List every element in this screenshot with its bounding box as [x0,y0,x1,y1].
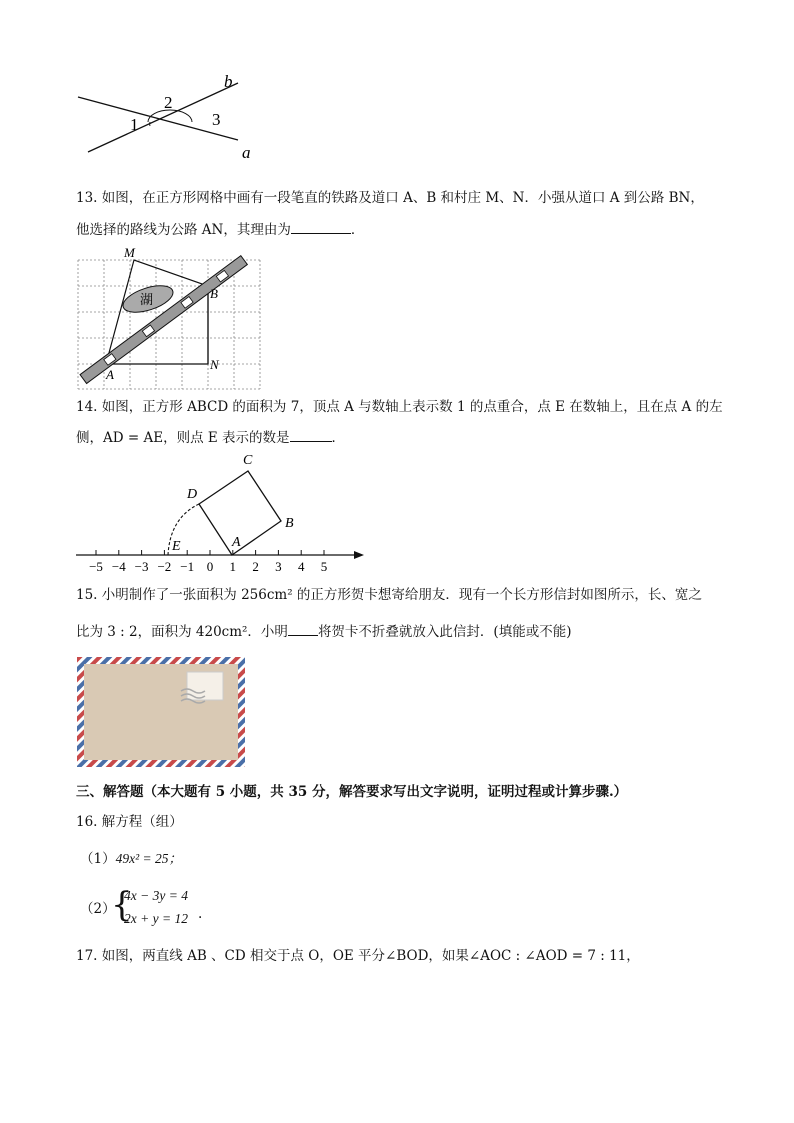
figure-number-line-square [72,448,372,573]
tick-label: −4 [111,559,126,573]
point-label-A: A [232,535,241,550]
point-label-B: B [210,286,218,301]
figure-railway-grid [72,244,272,392]
question-17-line1 [76,946,640,966]
question-text: 如图，两直线 AB 、CD 相交于点 O，OE 平分∠BOD，如果∠AOC : ∠AOD = 7 : 11， [101,948,640,964]
lake-label: 湖 [140,292,154,307]
tick-label: 3 [275,559,282,573]
question-text: 解方程（组） [101,814,183,830]
section-heading: 三、解答题（本大题有 5 小题，共 35 分，解答要求写出文字说明，证明过程或计算步骤.） [76,784,628,800]
envelope-image [77,657,245,767]
question-15-line1 [76,585,702,605]
equation-system-brace: { [111,885,133,925]
answer-blank[interactable] [291,219,351,234]
equation-end: . [198,906,203,922]
label-a: a [242,143,251,162]
question-15-line2 [76,621,571,642]
angle-label-1: 1 [130,115,139,134]
label-b: b [224,72,233,91]
question-number: 14. [76,399,98,415]
question-text: 如图，在正方形网格中画有一段笔直的铁路及道口 A、B 和村庄 M、N．小强从道口 A 到公路 BN， [101,190,704,206]
tick-label: 1 [229,559,237,573]
point-label-N: N [210,357,219,372]
question-13-line2 [76,219,364,240]
angle-label-2: 2 [164,93,173,112]
point-label-C: C [243,453,253,468]
question-16-part1 [80,849,182,869]
equation-1: 4x − 3y = 4 [124,888,188,903]
tick-label: 5 [320,559,328,573]
point-label-D: D [187,487,198,502]
tick-label: −5 [89,559,103,573]
question-text: ． [331,430,346,446]
answer-blank[interactable] [288,621,318,636]
tick-label: 2 [252,559,259,573]
point-label-B: B [285,516,294,531]
point-label-M: M [124,245,135,260]
tick-label: 4 [297,559,305,573]
tick-label: −3 [134,559,149,573]
question-text: 侧，AD = AE，则点 E 表示的数是 [76,430,290,446]
question-text: 比为 3 : 2，面积为 420cm²．小明 [76,624,288,640]
question-number: 13. [76,190,98,206]
question-13-line1 [76,188,704,208]
question-14-line1 [76,397,723,417]
tick-label: −1 [180,559,195,573]
question-text: ． [350,222,365,238]
question-number: 17. [76,948,98,964]
question-number: 16. [76,814,98,830]
figure-intersecting-lines [70,70,270,165]
question-16-title [76,812,183,832]
point-label-E: E [172,539,181,554]
question-text: 如图，正方形 ABCD 的面积为 7，顶点 A 与数轴上表示数 1 的点重合，点 E 在数轴上，且在点 A 的左 [101,399,723,415]
answer-blank[interactable] [290,427,332,442]
question-14-line2 [76,427,345,448]
angle-label-3: 3 [212,110,221,129]
question-text: 小明制作了一张面积为 256cm² 的正方形贺卡想寄给朋友．现有一个长方形信封如图所示，长、宽之 [101,587,702,603]
point-label-A: A [106,367,114,382]
question-number: 15. [76,587,98,603]
tick-label: 0 [206,559,214,573]
equation-2: 2x + y = 12 [124,911,188,926]
part-label: （1） [80,851,116,867]
tick-label: −2 [157,559,172,573]
question-text: 他选择的路线为公路 AN，其理由为 [76,222,291,238]
question-16-part2-label: （2） [80,901,116,917]
equation: 49x² = 25； [115,851,182,866]
question-text: 将贺卡不折叠就放入此信封．(填能或不能) [317,624,572,640]
